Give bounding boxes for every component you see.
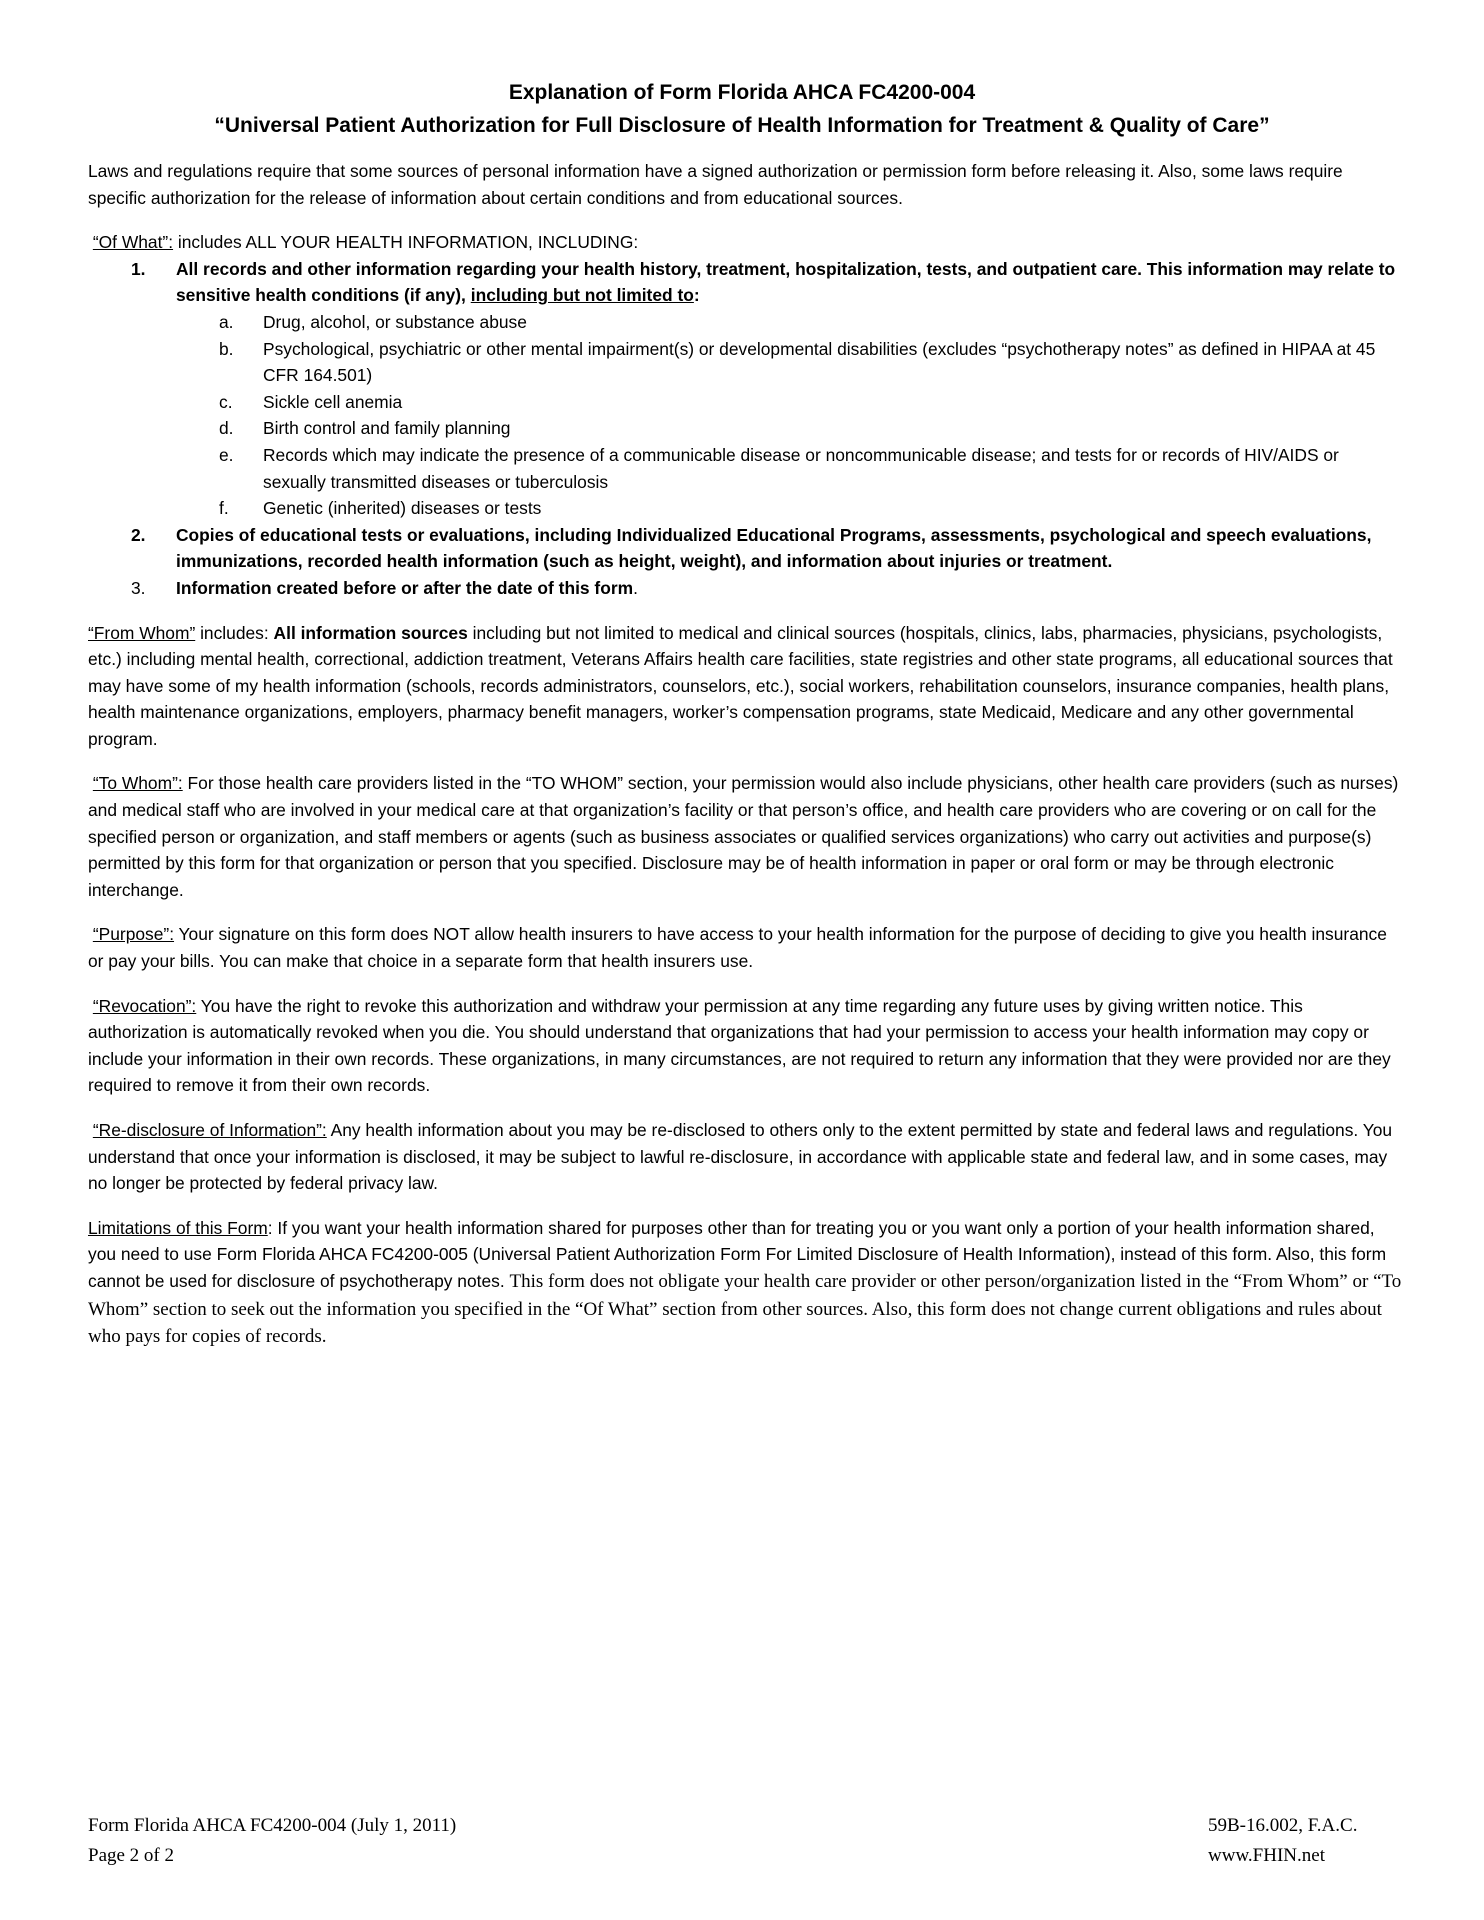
sub-item-letter: e. (219, 444, 234, 465)
list-item-number: 2. (131, 524, 146, 545)
sub-item-text: Drug, alcohol, or substance abuse (263, 311, 527, 332)
sub-item-text: Records which may indicate the presence of a communicable disease or noncommunicable disease; and tests for or records of HIV/AIDS or sexually transmitted diseases or tuberculosis (263, 444, 1339, 492)
limitations-serif-text: This form does not obligate your health care provider or other person/organization listed in the “From Whom” or “To Whom” section to seek out the information you specified in the “Of What” section from other sources. Also, this form does not change current obligations and rules about who pays for copies of records. (88, 1270, 1402, 1348)
document-header (0, 76, 1484, 142)
list-item-suffix: . (633, 577, 638, 598)
limitations-text: : If you want your health information shared for purposes other than for treating you or you want only a portion of your health information shared, you need to use Form Florida AHCA FC4200-005 (Universal Patient Authorization Form For Limited Disclosure of Health Information), instead of this form. Also, this form cannot be used for disclosure of psychotherapy notes. (88, 1217, 1387, 1291)
list-item-suffix: : (693, 285, 700, 306)
sub-list-item (176, 495, 1404, 522)
purpose-paragraph (88, 921, 1404, 974)
revocation-label: “Revocation”: (92, 995, 197, 1016)
redisclosure-text: Any health information about you may be re-disclosed to others only to the extent permitted by state and federal laws and regulations. You understand that once your information is disclosed, it may be subject to lawful re-disclosure, in accordance with applicable state and federal law, and in some cases, may no longer be protected by federal privacy law. (88, 1120, 1393, 1194)
sub-list (176, 309, 1404, 522)
sub-item-letter: b. (219, 338, 234, 359)
document-body (88, 158, 1404, 1369)
limitations-label: Limitations of this Form (88, 1217, 268, 1238)
list-item (88, 575, 1404, 602)
of-what-list (88, 256, 1404, 602)
purpose-text: Your signature on this form does NOT allow health insurers to have access to your health information for the purpose of deciding to give you health insurance or pay your bills. You can make that choice in a separate form that health insurers use. (88, 924, 1387, 972)
list-item-number: 1. (131, 258, 146, 279)
sub-item-letter: f. (219, 498, 229, 519)
of-what-heading (88, 229, 1404, 256)
redisclosure-label: “Re-disclosure of Information”: (92, 1120, 327, 1140)
sub-list-item (176, 336, 1404, 389)
intro-paragraph: Laws and regulations require that some sources of personal information have a signed authorization or permission form before releasing it. Also, some laws require specific authorization for the release of information about certain conditions and from educational sources. (88, 161, 1343, 208)
from-whom-label: “From Whom” (88, 622, 196, 643)
sub-list-item (176, 442, 1404, 495)
footer-website: www.FHIN.net (1208, 1845, 1325, 1866)
of-what-section (88, 229, 1404, 601)
of-what-text: includes ALL YOUR HEALTH INFORMATION, INCLUDING: (173, 232, 639, 253)
limitations-paragraph (88, 1215, 1404, 1351)
to-whom-label: “To Whom”: (92, 773, 183, 794)
footer-rule: 59B-16.002, F.A.C. (1208, 1815, 1358, 1836)
list-item-text: All records and other information regarding your health history, treatment, hospitalization, tests, and outpatient care. This information may relate to sensitive health conditions (if any), (176, 258, 1396, 306)
revocation-paragraph (88, 993, 1404, 1099)
sub-item-letter: c. (219, 391, 233, 412)
purpose-label: “Purpose”: (92, 924, 175, 945)
list-item-underlined: including but not limited to (470, 285, 694, 306)
footer-right (1208, 1811, 1357, 1871)
sub-item-text: Psychological, psychiatric or other mental impairment(s) or developmental disabilities (excludes “psychotherapy notes” as defined in HIPAA at 45 CFR 164.501) (263, 338, 1376, 386)
sub-item-text: Sickle cell anemia (263, 391, 403, 412)
page-title: Explanation of Form Florida AHCA FC4200-004 (508, 81, 976, 104)
from-whom-pre: includes: (195, 622, 274, 643)
sub-item-letter: d. (219, 418, 234, 439)
list-item-number: 3. (131, 577, 146, 598)
of-what-label: “Of What”: (92, 232, 174, 253)
footer-form-id: Form Florida AHCA FC4200-004 (July 1, 2011) (88, 1815, 457, 1836)
list-item-text: Copies of educational tests or evaluations, including Individualized Educational Programs, assessments, psychological and speech evaluations, immunizations, recorded health information (such as height, weight), and information about injuries or treatment. (176, 524, 1372, 572)
from-whom-bold: All information sources (273, 622, 468, 643)
footer-page-number: Page 2 of 2 (88, 1845, 175, 1866)
page-subtitle: “Universal Patient Authorization for Full Disclosure of Health Information for Treatment & Quality of Care” (214, 114, 1270, 137)
sub-item-text: Birth control and family planning (263, 418, 511, 439)
list-item (88, 522, 1404, 575)
revocation-text: You have the right to revoke this authorization and withdraw your permission at any time regarding any future uses by giving written notice. This authorization is automatically revoked when you die. You should understand that organizations that had your permission to access your health information may copy or include your information in their own records. These organizations, in many circumstances, are not required to return any information that they were provided nor are they required to remove it from their own records. (88, 995, 1391, 1096)
redisclosure-paragraph (88, 1117, 1404, 1197)
sub-item-text: Genetic (inherited) diseases or tests (263, 498, 542, 519)
footer-left (88, 1811, 456, 1871)
sub-list-item (176, 415, 1404, 442)
from-whom-paragraph (88, 620, 1404, 753)
list-item-text: Information created before or after the date of this form (176, 577, 634, 598)
to-whom-text: For those health care providers listed in the “TO WHOM” section, your permission would also include physicians, other health care providers (such as nurses) and medical staff who are involved in your medical care at that organization’s facility or that person’s office, and health care providers who are covering or on call for the specified person or organization, and staff members or agents (such as business associates or qualified services organizations) who carry out activities and purpose(s) permitted by this form for that organization or person that you specified. Disclosure may be of health information in paper or oral form or may be through electronic interchange. (88, 773, 1399, 900)
to-whom-paragraph (88, 770, 1404, 903)
sub-list-item (176, 389, 1404, 416)
list-item (88, 256, 1404, 522)
from-whom-text: including but not limited to medical and clinical sources (hospitals, clinics, labs, pharmacies, physicians, psychologists, etc.) including mental health, correctional, addiction treatment, Veterans Affairs health care facilities, state registries and other state programs, all educational sources that may have some of my health information (schools, records administrators, counselors, etc.), social workers, rehabilitation counselors, insurance companies, health plans, health maintenance organizations, employers, pharmacy benefit managers, worker’s compensation programs, state Medicaid, Medicare and any other governmental program. (88, 622, 1393, 749)
sub-item-letter: a. (219, 311, 234, 332)
sub-list-item (176, 309, 1404, 336)
